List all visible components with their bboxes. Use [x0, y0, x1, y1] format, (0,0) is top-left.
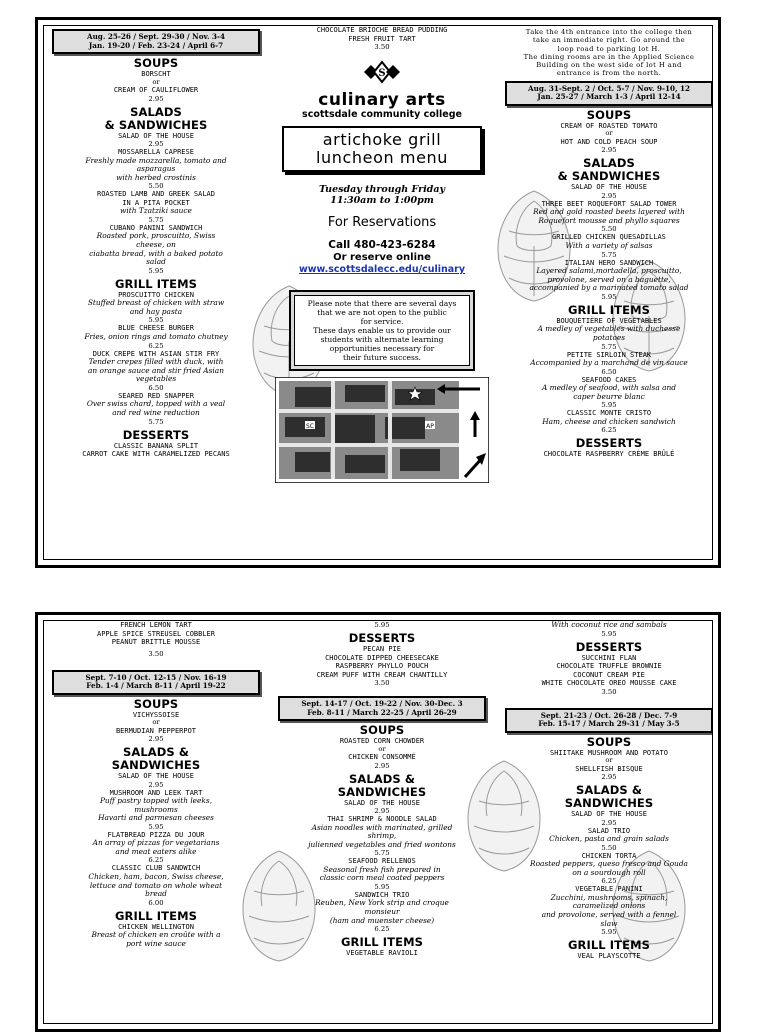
diamond-logo-icon [354, 57, 410, 87]
item-price: 5.95 [374, 882, 390, 891]
menu-center-column [273, 26, 491, 487]
or-separator: or [605, 129, 613, 138]
menu-item: PROSCUITTO CHICKEN [118, 290, 194, 299]
menu-column-week-1 [48, 26, 264, 459]
logo [273, 57, 491, 91]
campus-map [275, 377, 489, 483]
menu-item: FLATBREAD PIZZA DU JOUR [107, 830, 205, 839]
item-price: 6.00 [148, 898, 164, 907]
item-description: Stuffed breast of chicken with straw and hay pasta [87, 298, 225, 316]
menu-item: VEGETABLE RAVIOLI [346, 949, 418, 958]
section-heading-soups: SOUPS [133, 56, 179, 70]
item-description: Seasonal fresh fish prepared in classic corn meal coated peppers [319, 864, 445, 883]
date-box [52, 670, 260, 695]
item-price: 3.50 [374, 679, 390, 687]
section-heading-soups: SOUPS [133, 696, 179, 711]
map-label: AP [426, 423, 434, 430]
date-box [278, 696, 486, 721]
menu-item: BORSCHT [141, 70, 171, 78]
item-price: 5.50 [601, 843, 617, 852]
item-price: 2.95 [374, 807, 390, 815]
item-description: Freshly made mozzarella, tomato and asparagus with herbed crostinis [85, 155, 227, 182]
menu-item: SEAFOOD CAKES [581, 375, 637, 384]
section-heading-desserts: DESSERTS [122, 427, 190, 442]
or-separator: or [378, 744, 386, 753]
item-price: 5.75 [601, 342, 617, 351]
item-description: Chicken, pasta and grain salads [549, 834, 669, 844]
menu-column-week-4 [273, 621, 491, 958]
menu-item: PETITE SIRLOIN STEAK [566, 350, 652, 359]
item-price: 2.95 [148, 735, 164, 743]
menu-item: SEAFOOD RELLENOS [348, 857, 416, 866]
menu-item: ITALIAN HERO SANDWICH [564, 258, 654, 267]
menu-column-week-3 [48, 621, 264, 948]
menu-item: SALAD OF THE HOUSE [571, 810, 647, 819]
date-line: Feb. 15-17 / March 29-31 / May 3-5 [538, 719, 680, 729]
closure-notice: Please note that there are several days that we are not open to the public for service. These days enable us to provide our students with alternate learning opportunities necessary for their future success. [289, 290, 475, 371]
item-price: 6.25 [148, 341, 164, 350]
menu-column-week-2 [500, 26, 713, 459]
item-description: An array of pizzas for vegetarians and meat eaters alike [92, 838, 220, 856]
section-heading-desserts: DESSERTS [348, 631, 416, 645]
date-line: Sept. 7-10 / Oct. 12-15 / Nov. 16-19 [85, 672, 227, 682]
menu-item: THREE BEET ROQUEFORT SALAD TOWER [541, 199, 677, 208]
menu-item: PECAN PIE [363, 645, 401, 653]
logo-letter: S [378, 68, 386, 79]
section-heading-soups: SOUPS [359, 723, 405, 737]
map-label: SC [306, 423, 314, 430]
item-description: Zucchini, mushrooms, spinach, caramelized onions and provolone, served with a fennel slaw [541, 892, 677, 928]
section-heading-grill: GRILL ITEMS [114, 908, 198, 923]
item-description: Puff pastry topped with leeks, mushrooms Havarti and parmesan cheeses [98, 796, 214, 823]
item-price: 5.95 [601, 928, 617, 937]
section-heading-grill: GRILL ITEMS [114, 276, 198, 291]
reserve-online-text: Or reserve online [333, 252, 431, 263]
date-box [505, 708, 713, 733]
menu-item: SHELLFISH BISQUE [575, 764, 643, 773]
item-price: 2.95 [374, 761, 390, 770]
menu-item: GRILLED CHICKEN QUESADILLAS [552, 233, 666, 242]
menu-item: CHICKEN TORTA [581, 851, 637, 860]
item-description: A medley of seafood, with salsa and caper beurre blanc [541, 383, 676, 401]
menu-item: SEARED RED SNAPPER [118, 391, 194, 400]
item-price: 3.50 [374, 43, 390, 51]
item-description: With coconut rice and sambals [551, 620, 667, 629]
panel-border [43, 25, 713, 560]
menu-item: SANDWICH TRIO [354, 890, 410, 899]
section-heading-soups: SOUPS [586, 107, 632, 122]
brand-subtitle: scottsdale community college [302, 109, 462, 120]
menu-item: CLASSIC BANANA SPLIT [113, 441, 199, 450]
menu-item: CLASSIC MONTE CRISTO [566, 409, 652, 418]
item-description: Fries, onion rings and tomato chutney [84, 331, 228, 341]
item-price: 2.95 [148, 780, 164, 789]
menu-item: CREAM OF CAULIFLOWER [113, 86, 199, 94]
section-heading-grill: GRILL ITEMS [340, 935, 424, 950]
menu-item: THAI SHRIMP & NOODLE SALAD [327, 815, 437, 823]
menu-item: VICHYSSOISE [132, 710, 180, 719]
item-price: 2.95 [601, 773, 617, 782]
item-description: Red and gold roasted beets layered with Roquefort mousse and phyllo squares [533, 207, 685, 225]
menu-item: COCONUT CREAM PIE [573, 670, 645, 679]
menu-item: BLUE CHEESE BURGER [118, 324, 194, 333]
item-price: 5.95 [601, 292, 617, 301]
item-price: 2.95 [148, 94, 164, 103]
item-description: Accompanied by a marchand de vin sauce [530, 358, 688, 368]
menu-item: ROASTED LAMB AND GREEK SALAD IN A PITA POCKET [96, 190, 215, 207]
menu-column-week-5 [500, 621, 713, 961]
or-separator: or [605, 756, 613, 765]
item-description: Layered salami,mortadella, proscuitto, provolone, served on a baguette, accompanied by a marinated tomato salad [529, 266, 689, 293]
item-price: 3.50 [148, 649, 164, 658]
menu-item: SALAD OF THE HOUSE [118, 131, 194, 140]
menu-item: SUCCHINI FLAN [581, 653, 637, 662]
section-heading-salads: SALADS & SANDWICHES [104, 104, 208, 132]
menu-title-box [282, 126, 482, 172]
menu-item: MOSSARELLA CAPRESE [118, 148, 194, 156]
item-price: 5.95 [374, 621, 390, 629]
section-heading-desserts: DESSERTS [575, 639, 643, 654]
menu-item: CHICKEN WELLINGTON [118, 922, 194, 931]
menu-panel-2 [35, 612, 721, 1032]
item-price: 2.95 [601, 146, 617, 155]
item-price: 6.25 [148, 856, 164, 865]
date-line: Aug. 31-Sept. 2 / Oct. 5-7 / Nov. 9-10, 12 [528, 83, 690, 93]
menu-item: CLASSIC CLUB SANDWICH [111, 864, 201, 873]
menu-item: BERMUDIAN PEPPERPOT [115, 726, 197, 735]
section-heading-salads: SALADS & SANDWICHES [337, 771, 427, 799]
item-price: 5.95 [601, 401, 617, 410]
menu-item: VEGETABLE PANINI [575, 885, 643, 894]
or-separator: or [152, 718, 160, 726]
menu-item: BOUQUETIÈRE OF VEGETABLES [556, 316, 662, 325]
menu-item: CREAM PUFF WITH CREAM CHANTILLY [316, 670, 448, 679]
menu-item: CHICKEN CONSOMMÉ [348, 753, 416, 761]
menu-item: DUCK CREPE WITH ASIAN STIR FRY [92, 349, 220, 358]
menu-item: SALAD TRIO [587, 826, 631, 835]
item-price: 6.25 [601, 426, 617, 435]
brand-name: culinary arts [318, 90, 446, 110]
section-heading-salads: SALADS & SANDWICHES [111, 745, 201, 772]
item-price: 6.25 [374, 925, 390, 934]
section-heading-soups: SOUPS [586, 734, 632, 749]
item-price: 5.75 [148, 215, 164, 224]
menu-item: FRESH FRUIT TART [348, 34, 416, 43]
date-box [52, 29, 260, 54]
menu-item: CHOCOLATE BRIOCHE BREAD PUDDING [316, 26, 448, 34]
menu-item: CHOCOLATE RASPBERRY CRÈME BRÛLÉ [543, 450, 675, 459]
menu-item: CUBANO PANINI SANDWICH [109, 223, 203, 232]
item-description: With a variety of salsas [565, 240, 653, 250]
menu-item: MUSHROOM AND LEEK TART [109, 788, 203, 797]
item-price: 5.75 [601, 250, 617, 259]
item-price: 6.25 [601, 877, 617, 886]
item-price: 5.75 [148, 417, 164, 426]
menu-item: SALAD OF THE HOUSE [118, 772, 194, 780]
phone-number: Call 480-423-6284 [328, 239, 436, 251]
menu-item: CARROT CAKE WITH CARAMELIZED PECANS [82, 450, 230, 458]
menu-item: VEAL PLAYSCOTTE [577, 952, 641, 961]
item-description: with Tzatziki sauce [120, 206, 192, 216]
hours: Tuesday through Friday 11:30am to 1:00pm [318, 184, 446, 206]
website-link[interactable]: www.scottsdalecc.edu/culinary [298, 264, 466, 275]
item-price: 5.95 [148, 316, 164, 325]
menu-item: CHOCOLATE DIPPED CHEESECAKE [325, 653, 439, 662]
item-description: Ham, cheese and chicken sandwich [542, 416, 676, 426]
menu-item: FRENCH LEMON TART [120, 621, 192, 629]
item-price: 6.50 [601, 367, 617, 376]
section-heading-salads: SALADS & SANDWICHES [557, 156, 661, 184]
item-price: 5.95 [148, 266, 164, 275]
menu-item: SHIITAKE MUSHROOM AND POTATO [549, 748, 668, 757]
directions-text: Take the 4th entrance into the college then take an immediate right. Go around the loop road to parking lot H. The dining rooms are in the Applied Science Building on the west side of lot H and entrance is from the north. [523, 28, 695, 78]
date-line: Feb. 8-11 / March 22-25 / April 26-29 [307, 707, 457, 717]
panel-border [43, 620, 713, 1024]
date-box [505, 81, 713, 106]
item-description: Chicken, ham, bacon, Swiss cheese, lettuce and tomato on whole wheat bread [88, 871, 224, 899]
menu-item: SALAD OF THE HOUSE [344, 798, 420, 807]
item-price: 5.75 [374, 849, 390, 858]
date-line: Sept. 14-17 / Oct. 19-22 / Nov. 30-Dec. 3 [301, 699, 463, 708]
date-line: Feb. 1-4 / March 8-11 / April 19-22 [86, 681, 226, 690]
menu-item: APPLE SPICE STREUSEL COBBLER [96, 629, 215, 638]
date-line: Jan. 25-27 / March 1-3 / April 12-14 [537, 92, 681, 102]
or-separator: or [152, 77, 160, 86]
item-price: 6.50 [148, 383, 164, 392]
item-description: Over swiss chard, topped with a veal and red wine reduction [86, 399, 226, 417]
menu-item: CHOCOLATE TRUFFLE BROWNIE [556, 662, 662, 671]
section-heading-salads: SALADS & SANDWICHES [564, 783, 654, 811]
item-price: 5.95 [601, 629, 617, 638]
section-heading-grill: GRILL ITEMS [567, 938, 651, 953]
menu-subtitle: luncheon menu [315, 148, 449, 167]
section-heading-grill: GRILL ITEMS [567, 302, 651, 317]
menu-item: ROASTED CORN CHOWDER [339, 737, 425, 745]
menu-panel-1 [35, 17, 721, 568]
item-description: Reuben, New York strip and croque monsieur (ham and muenster cheese) [315, 898, 449, 925]
menu-item: HOT AND COLD PEACH SOUP [560, 137, 658, 146]
reservations-heading: For Reservations [327, 215, 437, 230]
item-description: Tender crepes filled with duck, with an orange sauce and stir fried Asian vegetables [88, 357, 224, 384]
item-price: 2.95 [601, 818, 617, 827]
menu-item: RASPBERRY PHYLLO POUCH [335, 662, 429, 670]
menu-item: PEANUT BRITTLE MOUSSE [111, 638, 201, 646]
menu-title: artichoke grill [322, 130, 442, 149]
item-price: 3.50 [601, 687, 617, 696]
item-description: Asian noodles with marinated, grilled shrimp, julienned vegetables and fried wontons [308, 822, 456, 849]
menu-item: SALAD OF THE HOUSE [571, 183, 647, 192]
date-line: Aug. 25-26 / Sept. 29-30 / Nov. 3-4 [87, 32, 225, 41]
item-price: 2.95 [601, 191, 617, 200]
menu-item: WHITE CHOCOLATE OREO MOUSSE CAKE [541, 679, 677, 688]
item-description: Roasted pork, proscuitto, Swiss cheese, on ciabatta bread, with a baked potato salad [89, 231, 223, 267]
item-price: 5.50 [601, 225, 617, 234]
date-line: Sept. 21-23 / Oct. 26-28 / Dec. 7-9 [540, 710, 678, 720]
date-line: Jan. 19-20 / Feb. 23-24 / April 6-7 [88, 40, 224, 50]
item-description: Breast of chicken en croûte with a port wine sauce [91, 930, 221, 948]
item-description: A medley of vegetables with duchesse potatoes [537, 324, 681, 342]
item-price: 5.50 [148, 182, 164, 191]
item-price: 5.95 [148, 822, 164, 831]
menu-item: CREAM OF ROASTED TOMATO [560, 121, 658, 130]
item-price: 2.95 [148, 140, 164, 148]
item-description: Roasted peppers, queso fresco and Gouda on a sourdough roll [530, 859, 688, 877]
section-heading-desserts: DESSERTS [575, 436, 643, 451]
